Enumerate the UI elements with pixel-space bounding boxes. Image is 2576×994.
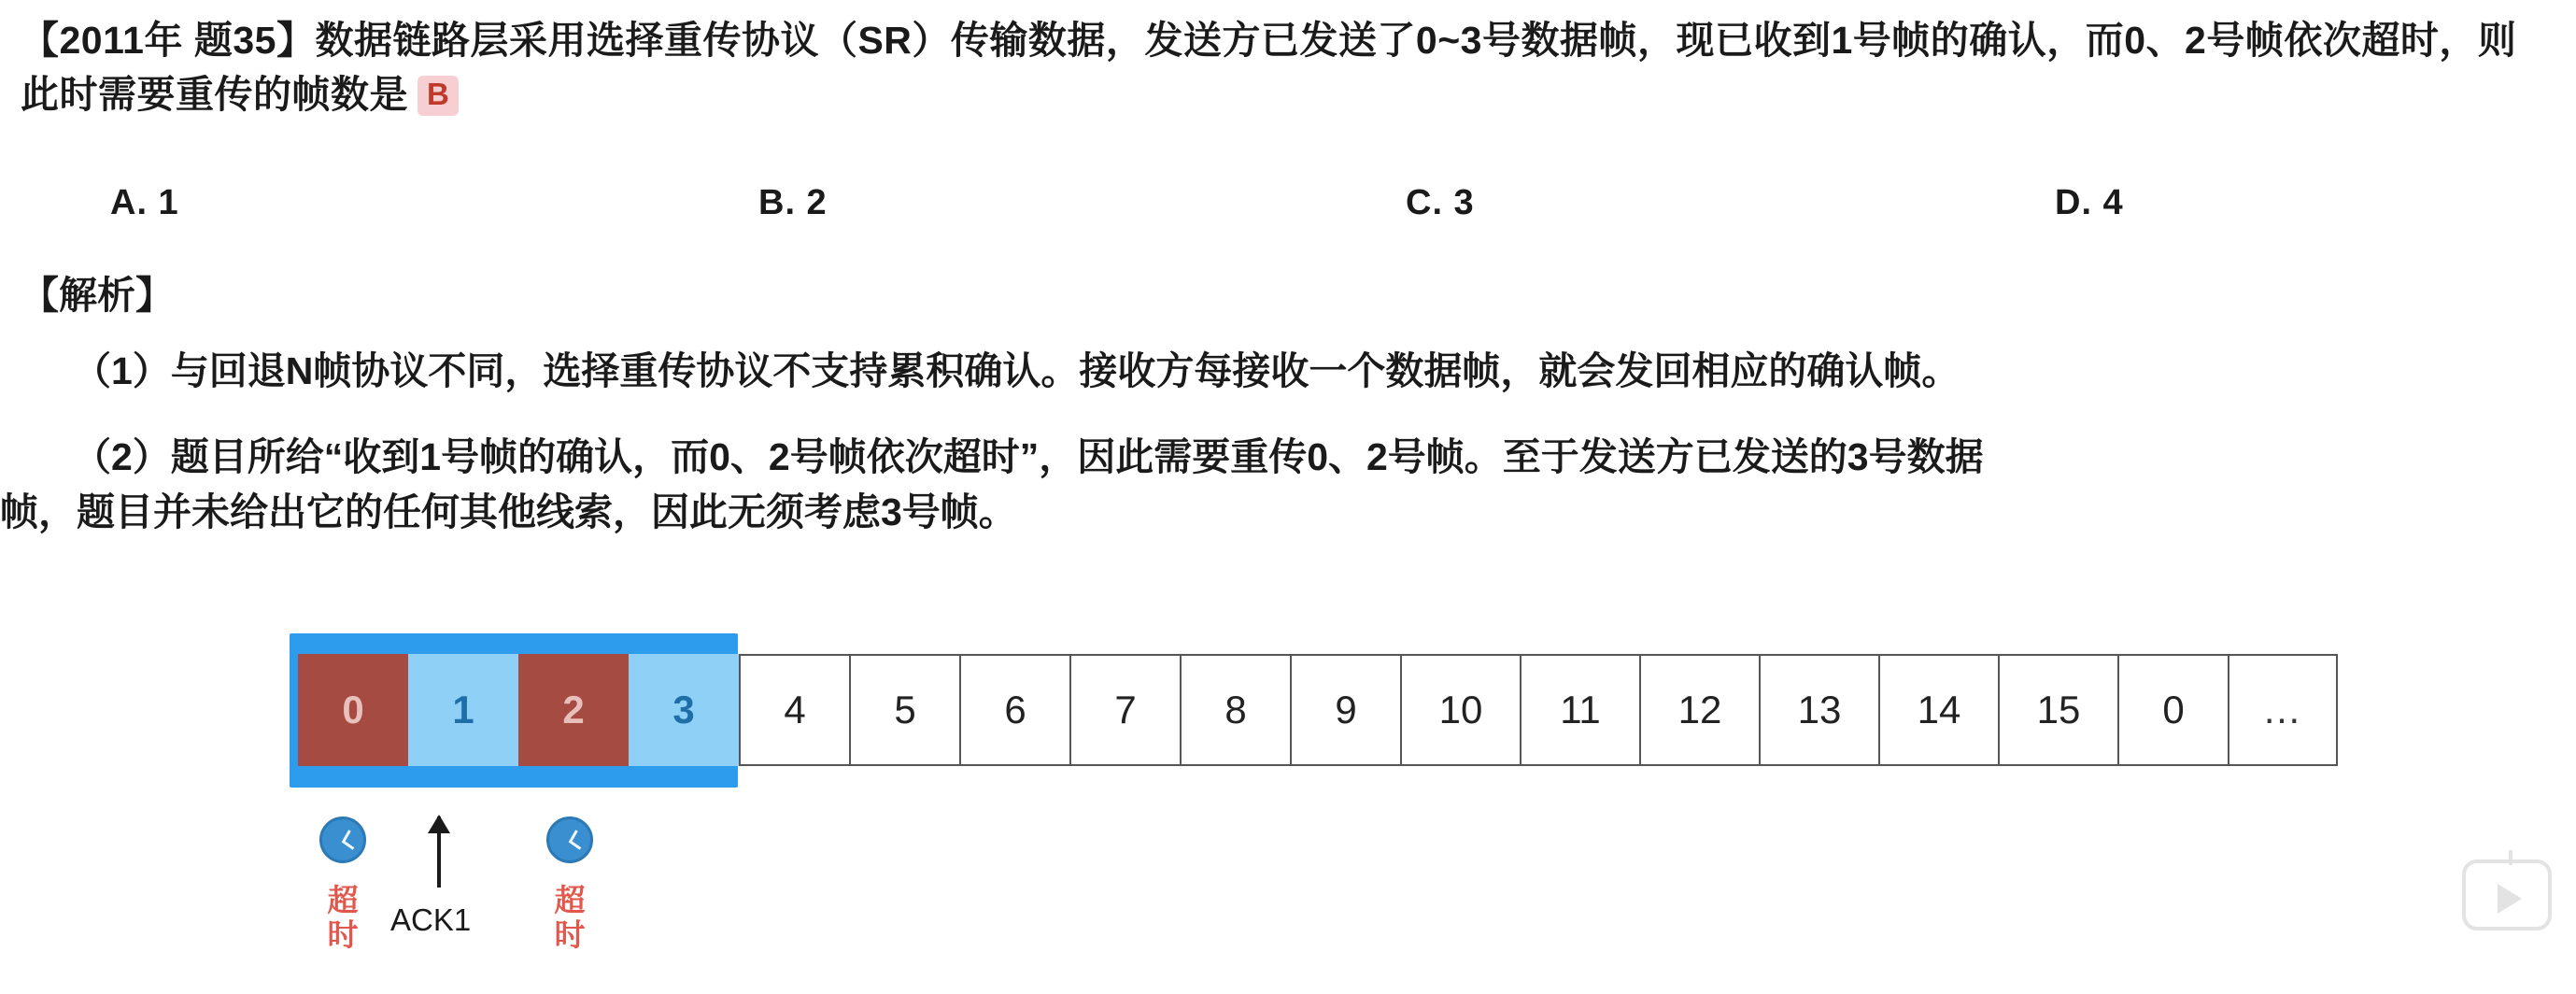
frame-cell: 8 bbox=[1180, 654, 1290, 766]
timeout-label-frame0: 超时 bbox=[327, 883, 359, 952]
frame-cell: 0 bbox=[298, 654, 408, 766]
frame-cell: 15 bbox=[1998, 654, 2117, 766]
frame-sequence bbox=[298, 654, 2338, 766]
clock-icon bbox=[319, 816, 366, 863]
explanation-paragraph-2-line-1: （2）题目所给“收到1号帧的确认，而0、2号帧依次超时”，因此需要重传0、2号帧。至于发送方已发送的3号数据 bbox=[73, 435, 1984, 478]
ack-arrow-icon bbox=[437, 816, 441, 888]
frame-cell: 3 bbox=[629, 654, 739, 766]
video-watermark-icon bbox=[2462, 859, 2552, 930]
option-a[interactable]: A. 1 bbox=[110, 183, 179, 222]
explanation-paragraph-1: （1）与回退N帧协议不同，选择重传协议不支持累积确认。接收方每接收一个数据帧，就会发回相应的确认帧。 bbox=[73, 349, 1960, 392]
answer-badge: B bbox=[418, 76, 459, 115]
frame-cell: 13 bbox=[1759, 654, 1878, 766]
explanation-paragraph-2 bbox=[0, 430, 2557, 541]
frame-cell: 10 bbox=[1400, 654, 1520, 766]
option-c[interactable]: C. 3 bbox=[1406, 183, 1475, 222]
question-text bbox=[21, 13, 2542, 121]
question-body: 【2011年 题35】数据链路层采用选择重传协议（SR）传输数据，发送方已发送了0~3号数据帧，现已收到1号帧的确认，而0、2号帧依次超时，则此时需要重传的帧数是 bbox=[21, 19, 2517, 117]
frame-cell: 7 bbox=[1069, 654, 1180, 766]
frame-cell: 1 bbox=[408, 654, 518, 766]
frame-cell: 4 bbox=[739, 654, 849, 766]
option-b[interactable]: B. 2 bbox=[758, 183, 828, 222]
sr-protocol-diagram bbox=[280, 633, 2335, 988]
frame-cell: 5 bbox=[849, 654, 959, 766]
frame-cell: 6 bbox=[959, 654, 1069, 766]
frame-cell: 11 bbox=[1520, 654, 1639, 766]
explanation-title: 【解析】 bbox=[21, 274, 174, 317]
frame-cell: 14 bbox=[1878, 654, 1998, 766]
options-row bbox=[0, 183, 2576, 230]
ack-label: ACK1 bbox=[390, 902, 472, 937]
watermark-stem bbox=[2509, 850, 2512, 865]
frame-cell-ellipsis: … bbox=[2228, 654, 2338, 766]
clock-icon bbox=[546, 816, 593, 863]
timeout-label-frame2: 超时 bbox=[554, 883, 586, 952]
option-d[interactable]: D. 4 bbox=[2055, 183, 2124, 222]
frame-cell: 0 bbox=[2117, 654, 2228, 766]
explanation-paragraph-2-line-2: 帧，题目并未给出它的任何其他线索，因此无须考虑3号帧。 bbox=[0, 490, 1017, 534]
frame-cell: 2 bbox=[518, 654, 629, 766]
frame-cell: 9 bbox=[1290, 654, 1400, 766]
play-triangle-icon bbox=[2498, 884, 2522, 914]
frame-cell: 12 bbox=[1639, 654, 1759, 766]
